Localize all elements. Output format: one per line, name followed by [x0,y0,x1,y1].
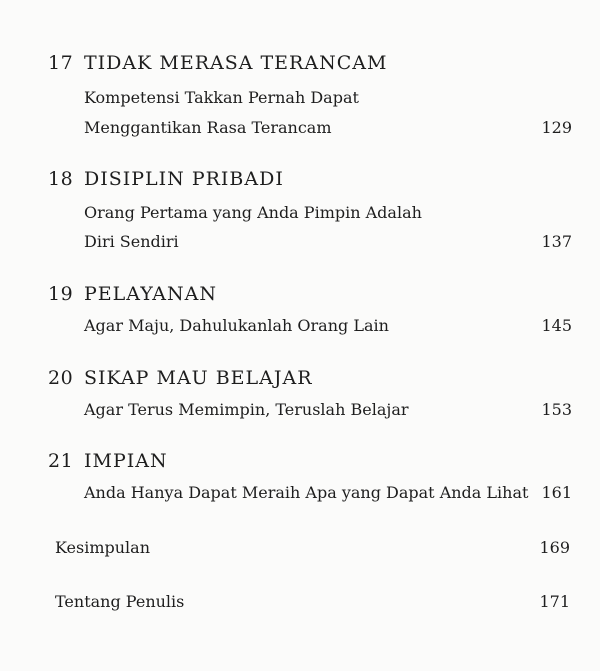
chapter-subtitle-line-2: Menggantikan Rasa Terancam [84,118,332,137]
chapter-subtitle-line-1: Agar Terus Memimpin, Teruslah Belajar [84,400,409,419]
chapter-title: IMPIAN [84,450,168,472]
chapter-page-number: 137 [541,232,572,251]
chapter-page-number: 145 [541,316,572,335]
chapter-title: DISIPLIN PRIBADI [84,168,284,190]
chapter-subtitle-line-1: Agar Maju, Dahulukanlah Orang Lain [84,316,389,335]
chapter-subtitle-line-1: Orang Pertama yang Anda Pimpin Adalah [84,203,422,222]
back-matter-label: Tentang Penulis [55,592,185,611]
back-matter-page-number: 169 [539,538,570,557]
chapter-page-number: 153 [541,400,572,419]
chapter-number: 18 [48,168,74,190]
chapter-page-number: 161 [541,483,572,502]
chapter-title: TIDAK MERASA TERANCAM [84,52,388,74]
chapter-title: PELAYANAN [84,283,217,305]
chapter-subtitle-line-2: Diri Sendiri [84,232,179,251]
back-matter-page-number: 171 [539,592,570,611]
chapter-subtitle-line-1: Anda Hanya Dapat Meraih Apa yang Dapat Anda Lihat [84,483,529,502]
back-matter-label: Kesimpulan [55,538,150,557]
chapter-subtitle-line-1: Kompetensi Takkan Pernah Dapat [84,88,359,107]
chapter-number: 17 [48,52,74,74]
chapter-title: SIKAP MAU BELAJAR [84,367,313,389]
chapter-number: 20 [48,367,74,389]
chapter-page-number: 129 [541,118,572,137]
chapter-number: 21 [48,450,74,472]
chapter-number: 19 [48,283,74,305]
